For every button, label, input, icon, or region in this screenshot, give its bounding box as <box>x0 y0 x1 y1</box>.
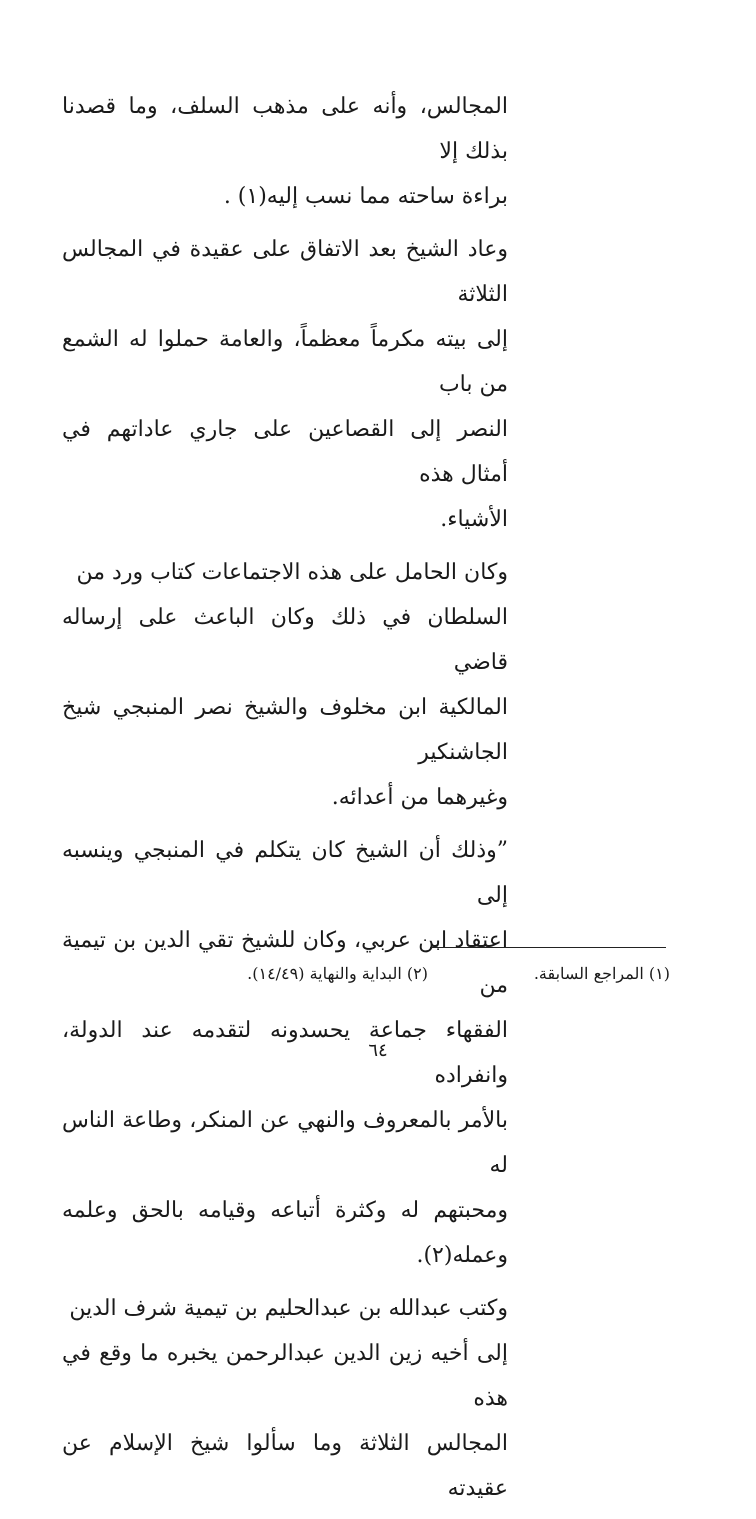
paragraph <box>62 84 508 219</box>
text-line: وعاد الشيخ بعد الاتفاق على عقيدة في المجالس الثلاثة <box>62 237 508 307</box>
main-text <box>62 84 508 1519</box>
footnote-1: (١) المراجع السابقة. <box>533 964 670 983</box>
text-line: النصر إلى القصاعين على جاري عاداتهم في أمثال هذه <box>62 417 508 487</box>
text-line: وكتب عبدالله بن عبدالحليم بن تيمية شرف الدين <box>69 1296 508 1321</box>
paragraph <box>62 550 508 820</box>
text-line: السلطان في ذلك وكان الباعث على إرساله قاضي <box>62 605 508 675</box>
paragraph <box>62 1286 508 1511</box>
paragraph <box>62 227 508 542</box>
text-line: الأشياء. <box>440 507 508 532</box>
text-line: المالكية ابن مخلوف والشيخ نصر المنبجي شيخ الجاشنكير <box>62 695 508 765</box>
text-line: اعتقاد ابن عربي، وكان للشيخ تقي الدين بن تيمية من <box>62 928 508 998</box>
text-line: المجالس الثلاثة وما سألوا شيخ الإسلام عن عقيدته <box>62 1431 508 1501</box>
footnote-separator <box>430 947 666 948</box>
text-line: ”وذلك أن الشيخ كان يتكلم في المنبجي وينسبه إلى <box>62 838 508 908</box>
page-number: ٦٤ <box>368 1040 388 1061</box>
text-line: المجالس، وأنه على مذهب السلف، وما قصدنا بذلك إلا <box>62 94 508 164</box>
text-line: إلى أخيه زين الدين عبدالرحمن يخبره ما وقع في هذه <box>62 1341 508 1411</box>
text-line: ومحبتهم له وكثرة أتباعه وقيامه بالحق وعلمه وعمله(٢). <box>62 1198 508 1268</box>
text-line: براءة ساحته مما نسب إليه(١) . <box>223 184 508 209</box>
text-line: وغيرهما من أعدائه. <box>331 785 508 810</box>
text-line: وكان الحامل على هذه الاجتماعات كتاب ورد من <box>76 560 508 585</box>
text-line: إلى بيته مكرماً معظماً، والعامة حملوا له الشمع من باب <box>62 327 508 397</box>
text-line: بالأمر بالمعروف والنهي عن المنكر، وطاعة الناس له <box>62 1108 508 1178</box>
footnote-2: (٢) البداية والنهاية (١٤/٤٩). <box>247 964 428 983</box>
text-line: الفقهاء جماعة يحسدونه لتقدمه عند الدولة، وانفراده <box>62 1018 508 1088</box>
